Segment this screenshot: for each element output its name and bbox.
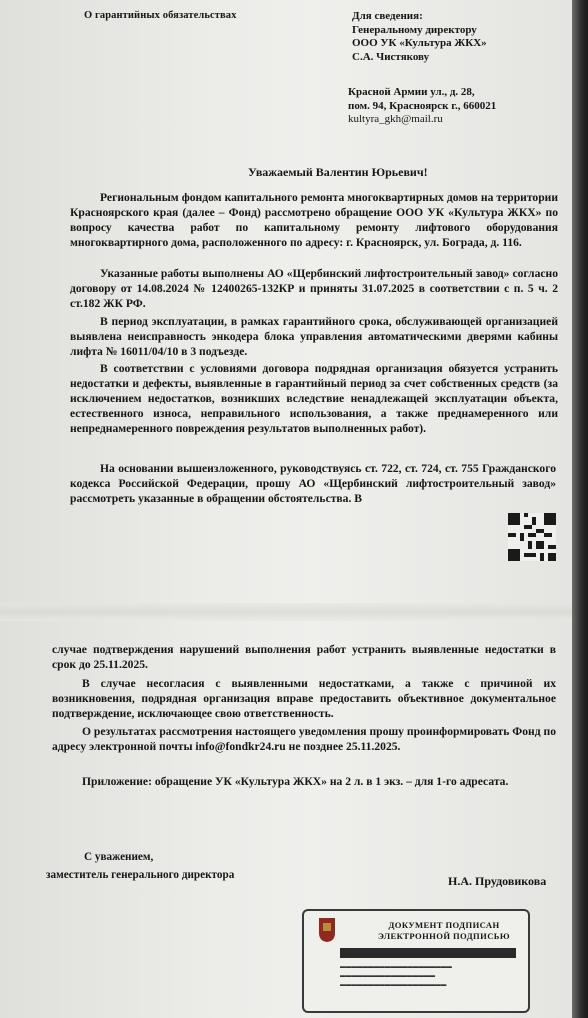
recipient-line: Для сведения: (352, 10, 423, 22)
coat-of-arms-icon (318, 917, 336, 943)
qr-code (508, 513, 556, 561)
page-fold (0, 603, 572, 621)
paragraph-2: Указанные работы выполнены АО «Щербинский лифтостроительный завод» согласно договору от 14.08.2024 № 12400265-132КР и приняты 31.07.2025 в соответствии с п. 5 ч. 2 ст.182 ЖК РФ. (70, 267, 558, 310)
recipient-line: С.А. Чистякову (352, 50, 430, 63)
e-signature-stamp (302, 909, 530, 1013)
signer-name: Н.А. Прудовикова (448, 874, 547, 888)
address-line: Красной Армии ул., д. 28, (348, 86, 475, 98)
paragraph-4: В соответствии с условиями договора подрядная организация обязуется устранить недостатки и дефекты, выявленные в гарантийный период за счет собственных средств (за исключением недостатков, возникших вследствие ненадлежащей эксплуатации объекта, естественного износа, неправильного использования, а также преднамеренного или непреднамеренного повреждения результатов выполненных работ). (70, 362, 558, 435)
recipient-line: Генеральному директору (352, 23, 477, 36)
signer-role: заместитель генерального директора (46, 869, 235, 881)
recipient-line: ООО УК «Культура ЖКХ» (352, 37, 487, 49)
paragraph-1: Региональным фондом капитального ремонта многоквартирных домов на территории Красноярского края (далее – Фонд) рассмотрено обращение ООО УК «Культура ЖКХ» по вопросу качества работ по капитальному ремонту лифтового оборудования многоквартирного дома, расположенного по адресу: г. Красноярск, ул. Бограда, д. 116. (70, 191, 558, 249)
paragraph-3: В период эксплуатации, в рамках гарантийного срока, обслуживающей организацией выявлена неисправность энкодера блока управления автоматическими дверями кабины лифта № 16011/04/10 в 3 подъезде. (70, 315, 558, 358)
screen-edge (572, 0, 588, 1018)
address-line: пом. 94, Красноярск г., 660021 (348, 99, 497, 112)
recipient-address (348, 86, 496, 127)
stamp-header-bar (340, 948, 516, 958)
stamp-detail-line: ▬▬▬▬▬▬▬▬▬▬▬▬▬▬▬▬▬ (340, 973, 436, 979)
appendix-note: Приложение: обращение УК «Культура ЖКХ» на 2 л. в 1 экз. – для 1-го адресата. (82, 775, 509, 788)
address-line: kultyra_gkh@mail.ru (348, 113, 443, 125)
paragraph-7: В случае несогласия с выявленными недостатками, а также с причиной их возникновения, подрядная организация вправе предоставить объективное документальное подтверждение, исключающее свою ответственность. (52, 677, 556, 720)
paragraph-6: случае подтверждения нарушений выполнения работ устранить выявленные недостатки в срок до 25.11.2025. (52, 643, 556, 671)
paragraph-8: О результатах рассмотрения настоящего уведомления прошу проинформировать Фонд по адресу электронной почты info@fondkr24.ru не позднее 25.11.2025. (52, 725, 556, 753)
recipient-block (352, 10, 487, 64)
stamp-title: ДОКУМЕНТ ПОДПИСАН ЭЛЕКТРОННОЙ ПОДПИСЬЮ (378, 920, 510, 941)
closing: С уважением, (84, 851, 154, 863)
paragraph-5: На основании вышеизложенного, руководствуясь ст. 722, ст. 724, ст. 755 Гражданского кодекса Российской Федерации, прошу АО «Щербинский лифтостроительный завод» рассмотреть указанные в обращении обстоятельства. В (70, 462, 556, 505)
letter-subject: О гарантийных обязательствах (84, 10, 237, 21)
stamp-detail-line: ▬▬▬▬▬▬▬▬▬▬▬▬▬▬▬▬▬▬▬▬ (340, 964, 452, 970)
stamp-detail-line: ▬▬▬▬▬▬▬▬▬▬▬▬▬▬▬▬▬▬▬ (340, 982, 447, 988)
greeting: Уважаемый Валентин Юрьевич! (248, 165, 428, 179)
